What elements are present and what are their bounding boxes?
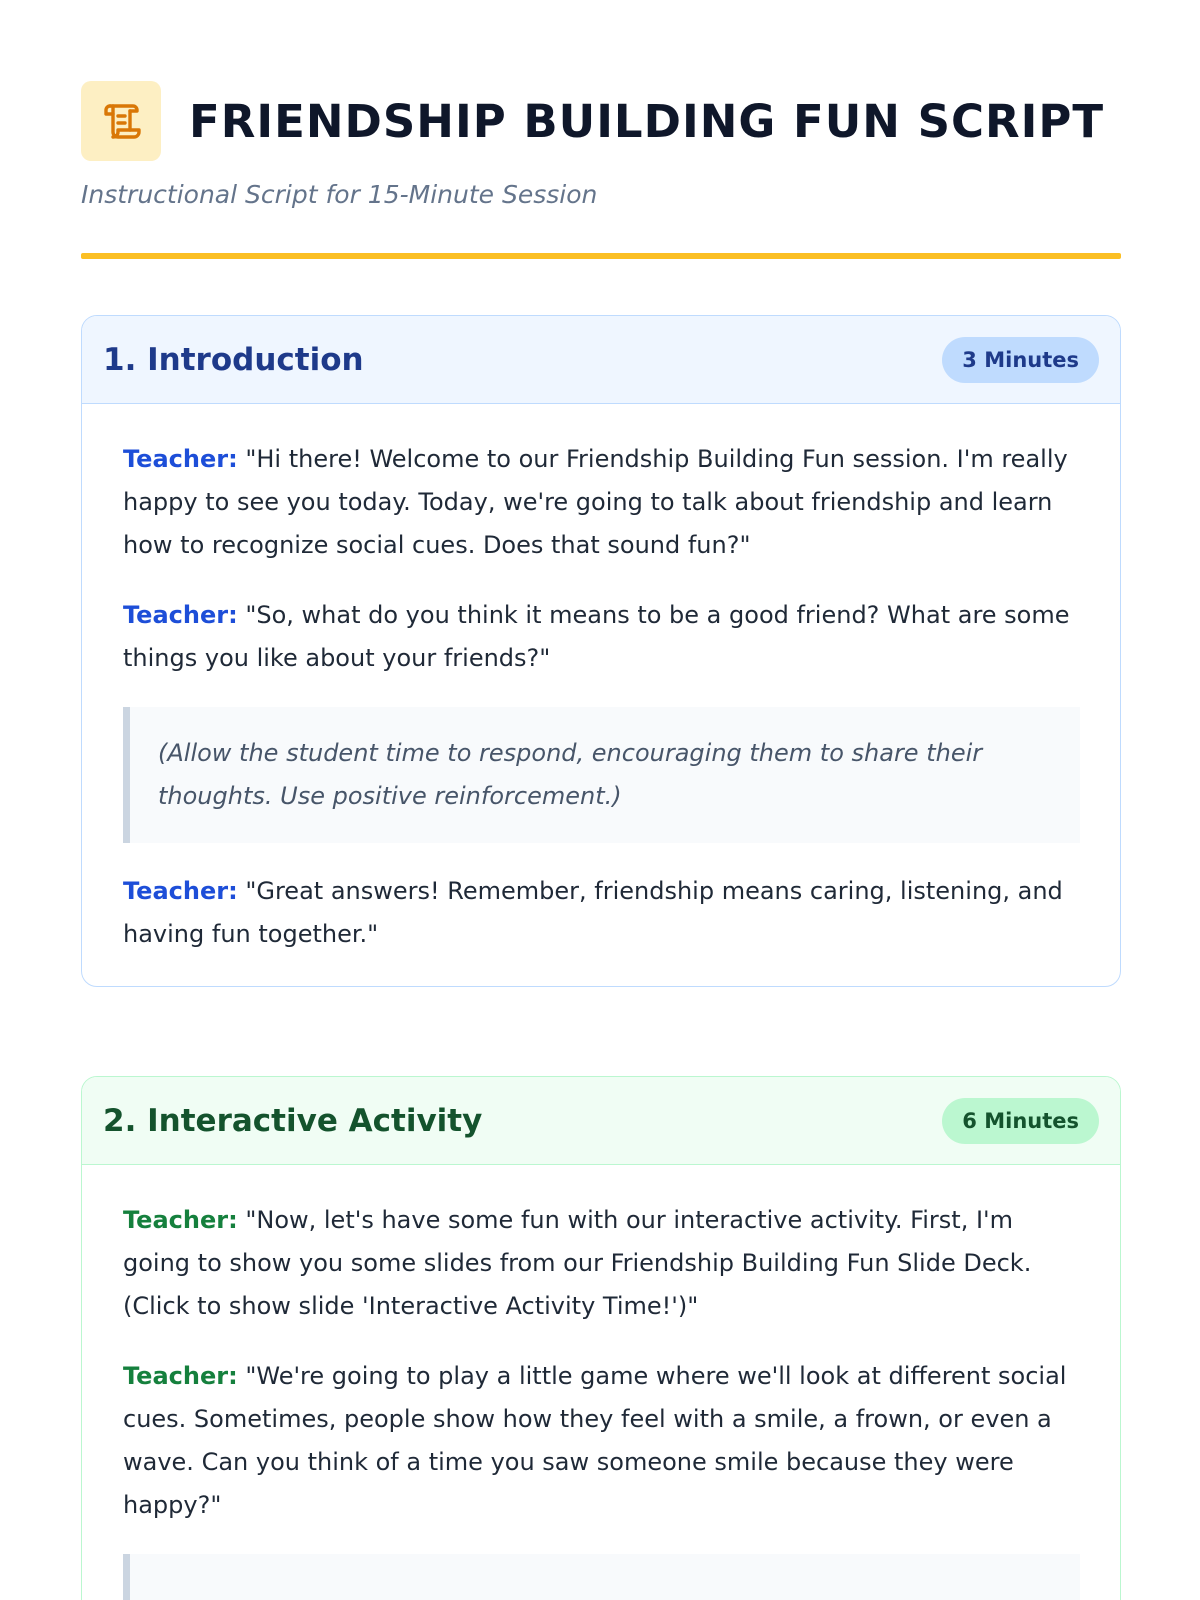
dialogue-text: "We're going to play a little game where we'll look at different social cues. Sometimes, people show how they feel with a smile, a frown, or even a wave. Can you think of a time you saw someone smile because they were happy?"	[123, 1362, 1067, 1519]
speaker-label: Teacher:	[123, 877, 238, 905]
dialogue-line	[123, 438, 1080, 567]
section-body	[82, 404, 1120, 986]
dialogue-text: "Now, let's have some fun with our interactive activity. First, I'm going to show you some slides from our Friendship Building Fun Slide Deck. (Click to show slide 'Interactive Activity Time!')"	[123, 1206, 1032, 1320]
section-body	[82, 1165, 1120, 1600]
stage-direction-note	[123, 1554, 1080, 1600]
speaker-label: Teacher:	[123, 601, 238, 629]
page-title: FRIENDSHIP BUILDING FUN SCRIPT	[189, 94, 1105, 148]
speaker-label: Teacher:	[123, 1362, 238, 1390]
title-row	[81, 81, 1121, 161]
section-header	[82, 1077, 1120, 1165]
page-subtitle: Instructional Script for 15-Minute Session	[81, 180, 598, 209]
duration-badge: 6 Minutes	[942, 1098, 1099, 1144]
dialogue-text: "Hi there! Welcome to our Friendship Building Fun session. I'm really happy to see you today. Today, we're going to talk about friendship and learn how to recognize social cues. Does that sound fun?"	[123, 445, 1068, 559]
dialogue-line	[123, 1199, 1080, 1328]
dialogue-line	[123, 870, 1080, 956]
section-introduction	[81, 315, 1121, 987]
dialogue-line	[123, 594, 1080, 680]
section-header	[82, 316, 1120, 404]
duration-badge: 3 Minutes	[942, 337, 1099, 383]
dialogue-text: "Great answers! Remember, friendship means caring, listening, and having fun together."	[123, 877, 1063, 948]
dialogue-line	[123, 1355, 1080, 1527]
scroll-icon	[81, 81, 161, 161]
speaker-label: Teacher:	[123, 445, 238, 473]
header-divider	[81, 253, 1121, 259]
section-interactive-activity	[81, 1076, 1121, 1600]
section-title: 2. Interactive Activity	[103, 1102, 483, 1139]
stage-direction-note: (Allow the student time to respond, encouraging them to share their thoughts. Use positive reinforcement.)	[123, 707, 1080, 843]
dialogue-text: "So, what do you think it means to be a good friend? What are some things you like about your friends?"	[123, 601, 1070, 672]
speaker-label: Teacher:	[123, 1206, 238, 1234]
section-title: 1. Introduction	[103, 341, 364, 378]
document-header	[81, 81, 1121, 209]
